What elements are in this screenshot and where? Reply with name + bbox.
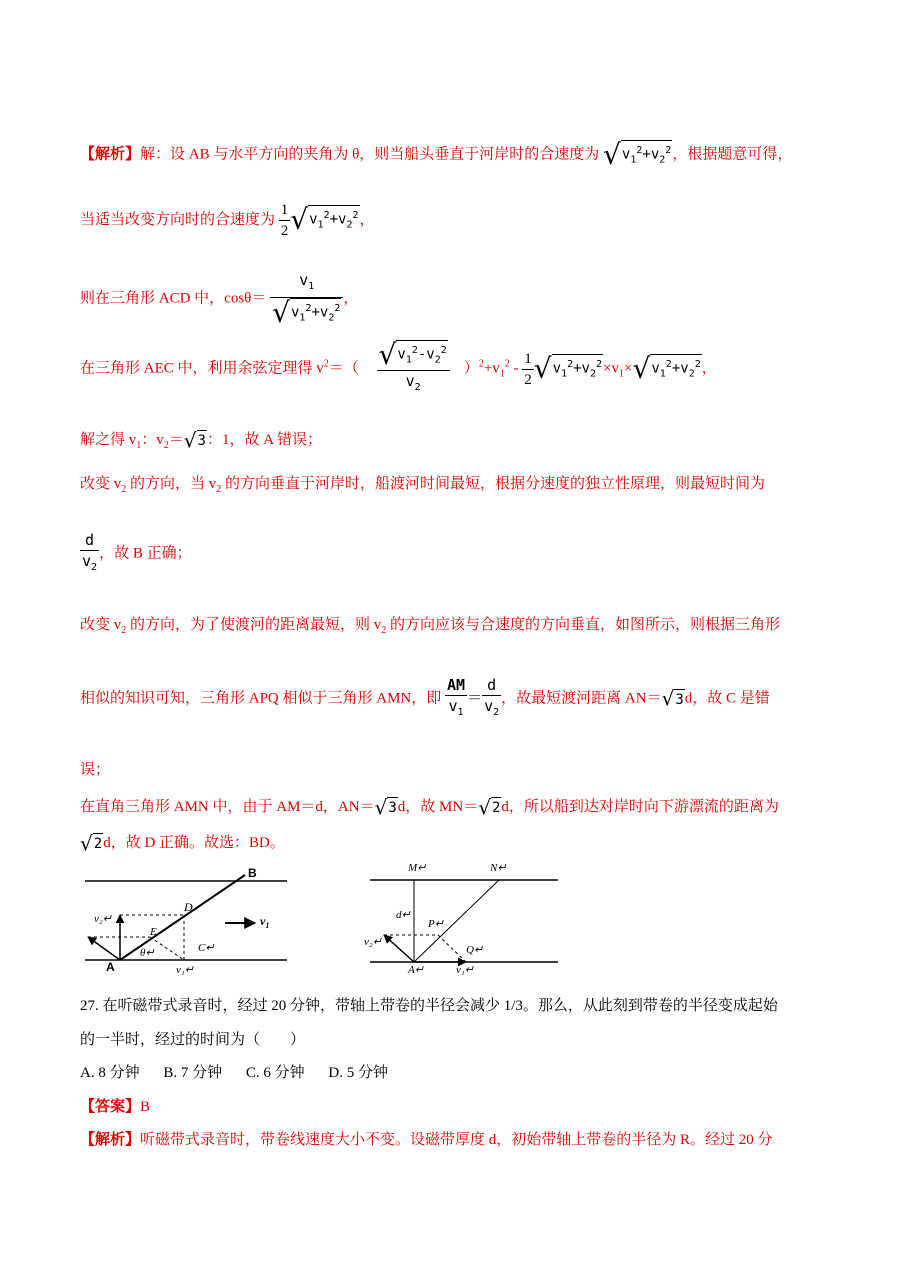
analysis-line-1: 【解析】解：设 AB 与水平方向的夹角为 θ，则当船头垂直于河岸时的合速度为 $√v_1^2+v_2^2$，根据题意可得， [80,138,793,172]
answer-line [80,1097,150,1117]
label-B: B [248,866,257,880]
figure-velocity-triangle-1 [80,865,300,975]
label-C: C↵ [198,942,215,954]
label-M: M↵ [408,862,427,874]
label-d: d↵ [396,909,411,921]
question-27-line-2: 的一半时，经过的时间为（ ） [80,1032,306,1048]
label-N: N↵ [490,862,507,874]
analysis-27-tag: 【解析】 [80,1132,141,1148]
analysis-27-line-1: 【解析】听磁带式录音时，带卷线速度大小不变。设磁带厚度 d，初始带轴上带卷的半径为 R。经过 20 分 [80,1132,773,1148]
label-v2: v₂↵ [364,936,382,948]
cos-fraction: $\frac{v_1}{√v_1^2+v_2^2}$ [270,270,343,328]
analysis-text: 解：设 AB 与水平方向的夹角为 θ，则当船头垂直于河岸时的合速度为 [140,146,600,163]
label-E: E [150,926,157,938]
analysis-line-11: 在直角三角形 AMN 中，由于 AM＝d，AN＝√3d，故 MN＝√2d，所以船到达对岸时向下游漂流的距离为 [80,795,779,820]
analysis-tag: 【解析】 [80,146,141,163]
label-A: A [106,960,115,974]
analysis-line-2: 当适当改变方向时的合速度为 $\frac{1}{2}$ $√v_1^2+v_2^2$， [80,202,375,239]
sqrt-formula: $√v_1^2+v_2^2$ [603,138,672,172]
analysis-line-9: 相似的知识可知，三角形 APQ 相似于三角形 AMN，即 $\frac{AM}{v_1}$ ＝ $\frac{d}{v_2}$ ，故最短渡河距离 AN＝√3d，故 C 是错 [80,676,770,718]
analysis-line-4: 在三角形 AEC 中，利用余弦定理得 $v^2=$（ $\frac{√v_1^2-v_2^2}{v_2}$ ）$^2+v_1^2$ - $\frac{1}{2}$ $√v_1^2+v_2^2\times v_1\times√v_1^2+v_2^2$， [80,340,717,398]
time-fraction: $\frac{d}{v_2}$ [82,531,98,573]
analysis-line-8: 改变 $v_2$ 的方向，为了使渡河的距离最短，则 $v_2$ 的方向应该与合速度的方向垂直，如图所示，则根据三角形 [80,617,781,636]
analysis-line-3: 则在三角形 ACD 中，cosθ＝ $\frac{v_1}{√v_1^2+v_2^2}$ ， [80,271,359,330]
analysis-line-12: √2d，故 D 正确。故选：BD。 [80,831,285,856]
cosine-law-fraction: $\frac{√v_1^2-v_2^2}{v_2}$ [377,340,450,398]
answer-value: B [140,1099,151,1115]
label-Q: Q↵ [466,944,484,956]
question-27-line-1: 27. 在听磁带式录音时，经过 20 分钟，带轴上带卷的半径会减少 1/3。那么，从此刻到带卷的半径变成起始 [80,998,778,1014]
question-27-options [80,1063,388,1083]
label-v1: v₁↵ [456,964,474,975]
analysis-line-5: 解之得 $v_1$：$v_2=√3$：1，故 A 错误； [80,428,322,453]
label-A: A↵ [408,964,424,975]
option-b: B. 7 分钟 [163,1065,223,1081]
half-fraction: $\frac{1}{2}$ [280,202,289,239]
option-c: C. 6 分钟 [245,1065,305,1081]
option-a: A. 8 分钟 [80,1065,140,1081]
analysis-line-10: 误； [80,762,111,778]
figure-velocity-triangle-2 [362,855,562,975]
analysis-line-7: $\frac{d}{v_2}$ ，故 B 正确； [80,530,192,578]
answer-tag: 【答案】 [80,1099,141,1115]
label-v1: v₁↵ [176,964,194,975]
label-D: D [184,900,193,914]
label-v2: v₂↵ [94,913,112,925]
option-d: D. 5 分钟 [328,1065,388,1081]
analysis-line-6: 改变 $v_2$ 的方向，当 $v_2$ 的方向垂直于河岸时，船渡河时间最短，根据分速度的独立性原理，则最短时间为 [80,476,766,495]
label-theta: θ↵ [140,947,155,959]
label-P: P↵ [428,918,444,930]
svg-text:v1: $v_1$ [260,914,270,930]
